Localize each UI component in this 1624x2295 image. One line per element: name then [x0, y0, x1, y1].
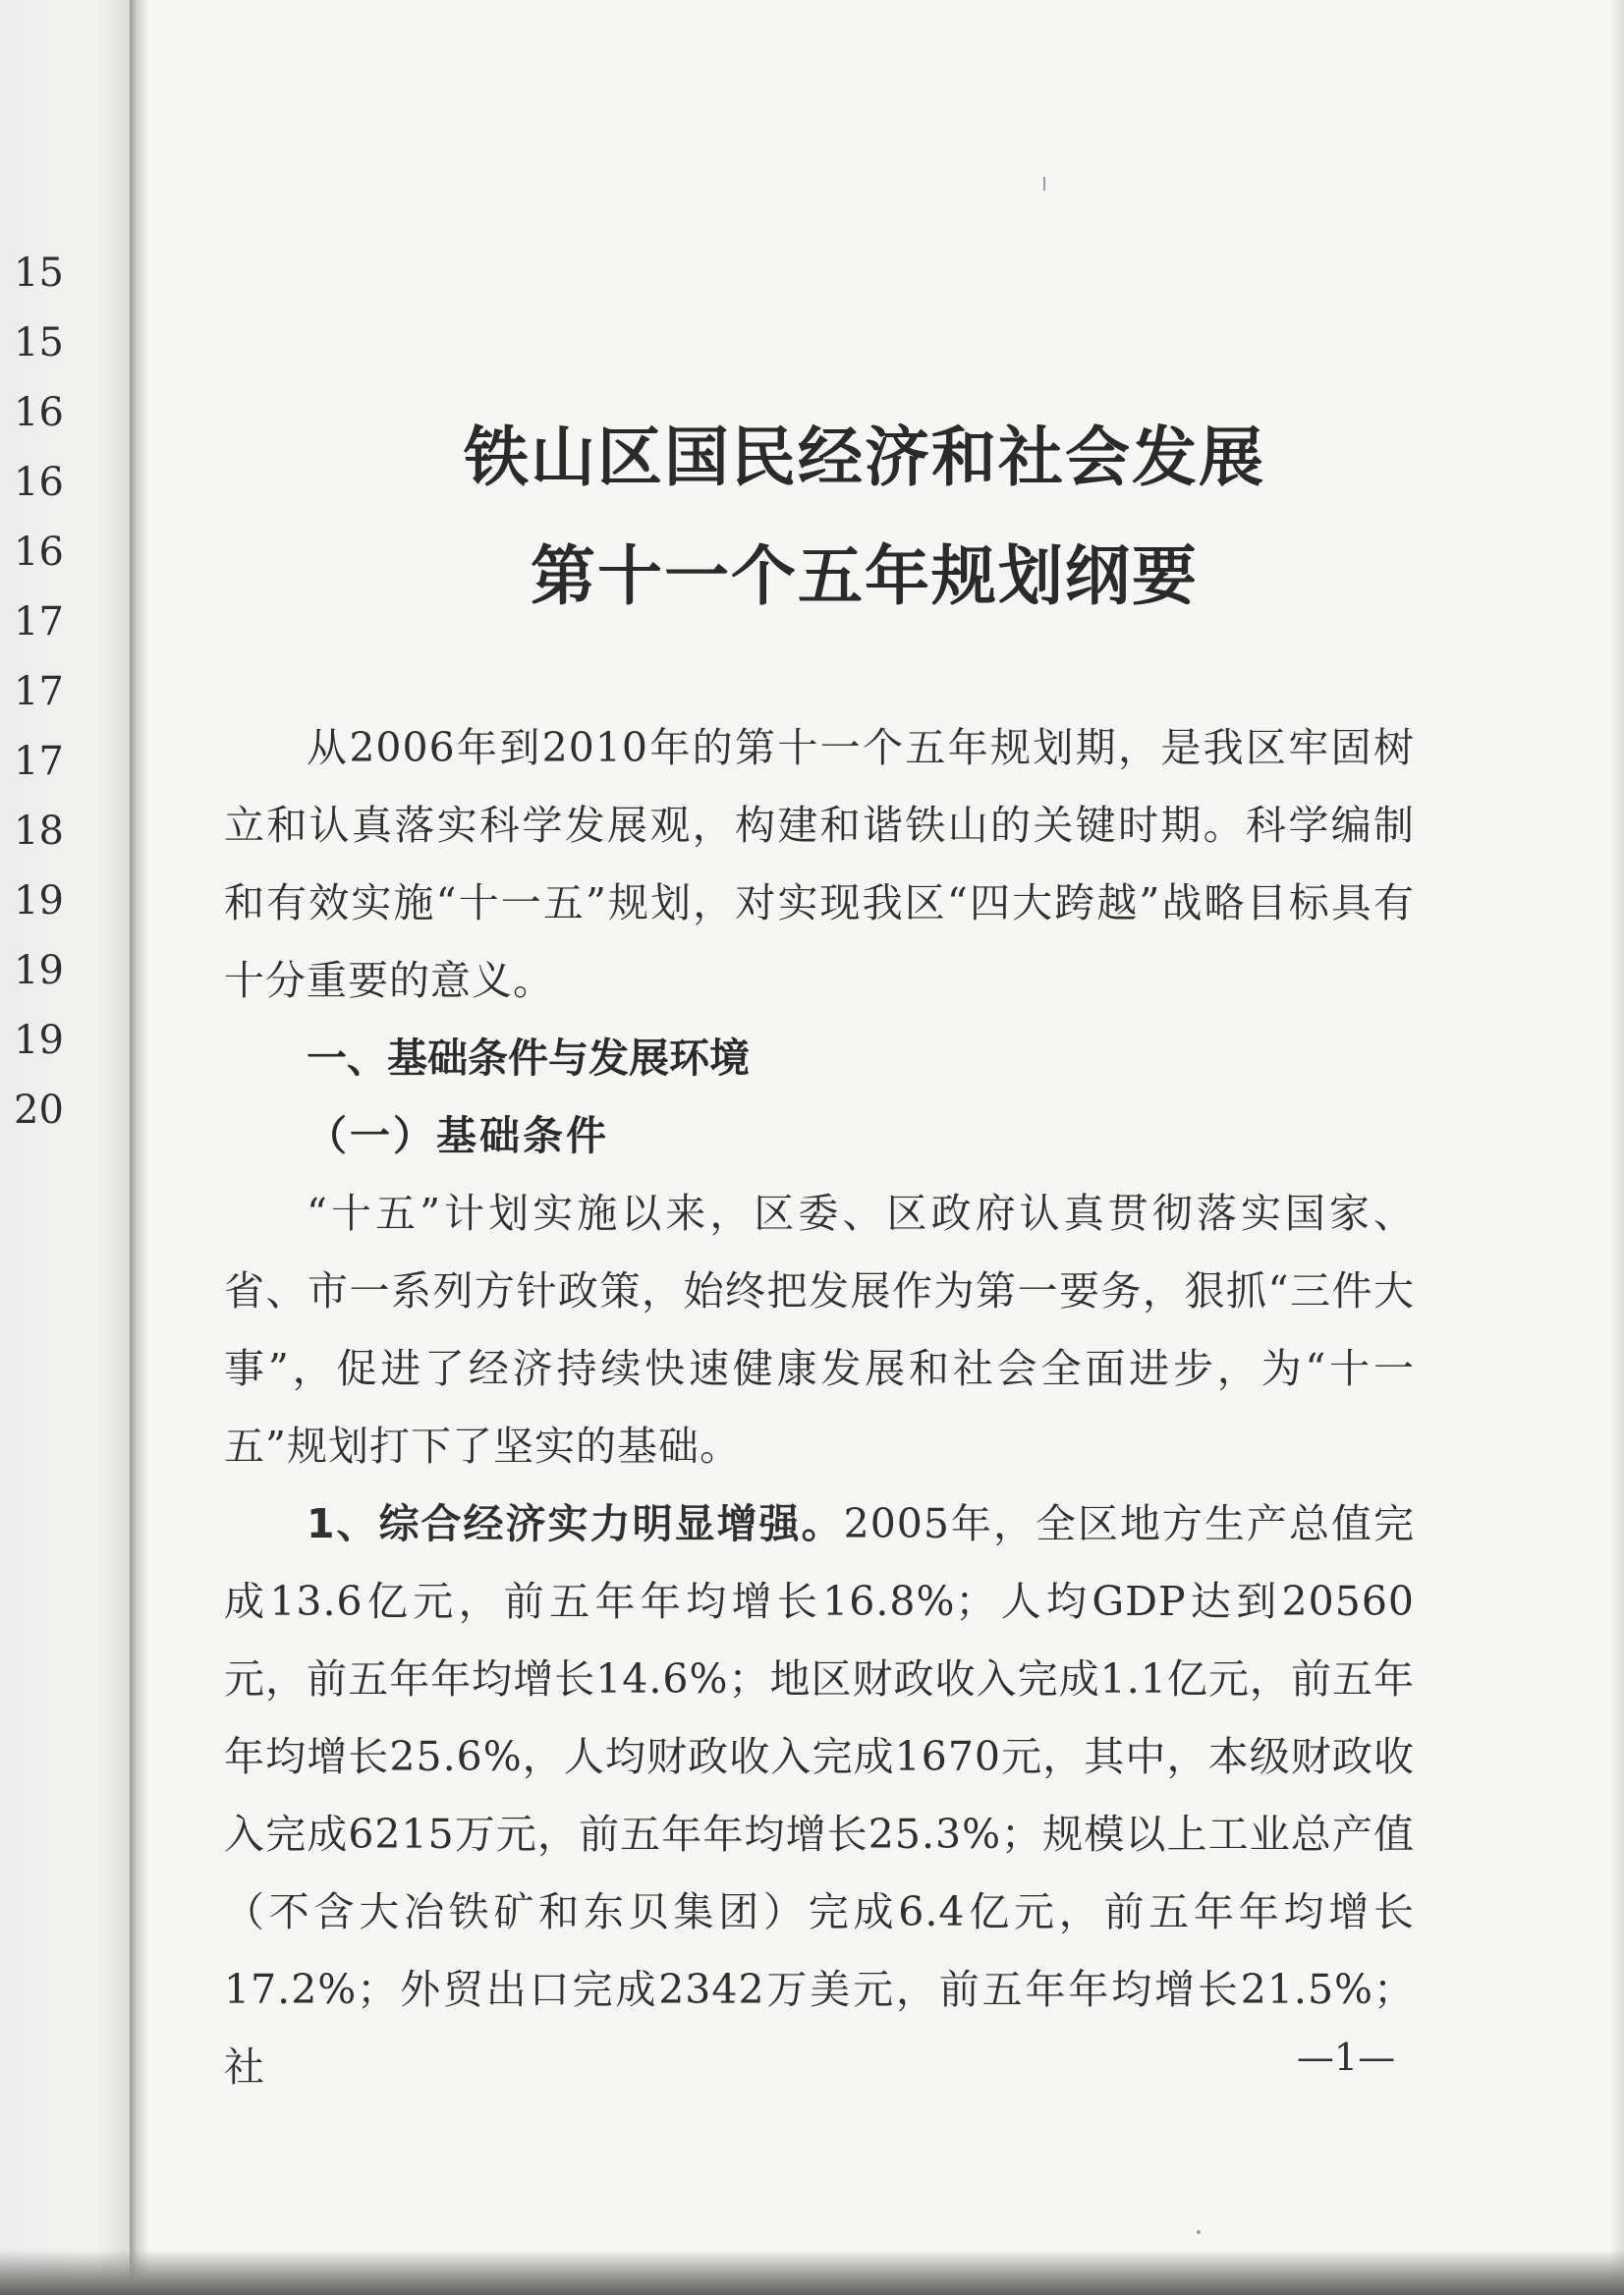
paragraph-3-text: 2005年，全区地方生产总值完成13.6亿元，前五年年均增长16.8%；人均GDP达到20560元，前五年年均增长14.6%；地区财政收入完成1.1亿元，前五年年均增长25.6%，人均财政收入完成1670元，其中，本级财政收入完成6215万元，前五年年均增长25.3%；规模以上工业总产值（不含大冶铁矿和东贝集团）完成6.4亿元，前五年年均增长17.2%；外贸出口完成2342万美元，前五年年均增长21.5%；社 — [224, 1500, 1416, 2091]
subsection-heading: （一）基础条件 — [307, 1112, 609, 1159]
margin-page-number: 19 — [14, 1018, 64, 1063]
margin-page-number: 17 — [14, 669, 64, 714]
margin-page-number: 16 — [14, 390, 64, 435]
binding-gutter-shadow — [130, 0, 149, 2295]
margin-page-number: 17 — [14, 599, 64, 644]
page-title-line-2: 第十一个五年规划纲要 — [531, 538, 1199, 614]
page-right-edge — [1610, 0, 1624, 2295]
margin-page-number: 16 — [14, 530, 64, 575]
scan-speck — [1197, 2230, 1201, 2234]
margin-page-numbers — [0, 244, 79, 1150]
margin-page-number: 17 — [14, 739, 64, 784]
section-heading: 一、基础条件与发展环境 — [307, 1035, 750, 1082]
margin-page-number: 15 — [14, 320, 64, 365]
margin-page-number: 19 — [14, 948, 64, 993]
margin-page-number: 15 — [14, 251, 64, 296]
paragraph-3-lead: 1、综合经济实力明显增强。 — [307, 1500, 844, 1547]
bottom-scan-shadow — [0, 2250, 1624, 2295]
margin-page-number: 18 — [14, 809, 64, 854]
intro-paragraph: 从2006年到2010年的第十一个五年规划期，是我区牢固树立和认真落实科学发展观，构建和谐铁山的关键时期。科学编制和有效实施“十一五”规划，对实现我区“四大跨越”战略目标具有十分重要的意义。 — [224, 724, 1415, 1004]
page-number: —1— — [1296, 2036, 1396, 2079]
scan-speck — [1043, 177, 1045, 191]
paragraph-3 — [224, 1485, 1415, 2106]
margin-page-number: 19 — [14, 878, 64, 924]
margin-page-number: 16 — [14, 460, 64, 505]
margin-page-number: 20 — [14, 1088, 64, 1133]
document-body — [224, 709, 1415, 2106]
paragraph-2: “十五”计划实施以来，区委、区政府认真贯彻落实国家、省、市一系列方针政策，始终把发展作为第一要务，狠抓“三件大事”，促进了经济持续快速健康发展和社会全面进步，为“十一五”规划打下了坚实的基础。 — [224, 1190, 1415, 1470]
page-title-line-1: 铁山区国民经济和社会发展 — [464, 420, 1265, 495]
